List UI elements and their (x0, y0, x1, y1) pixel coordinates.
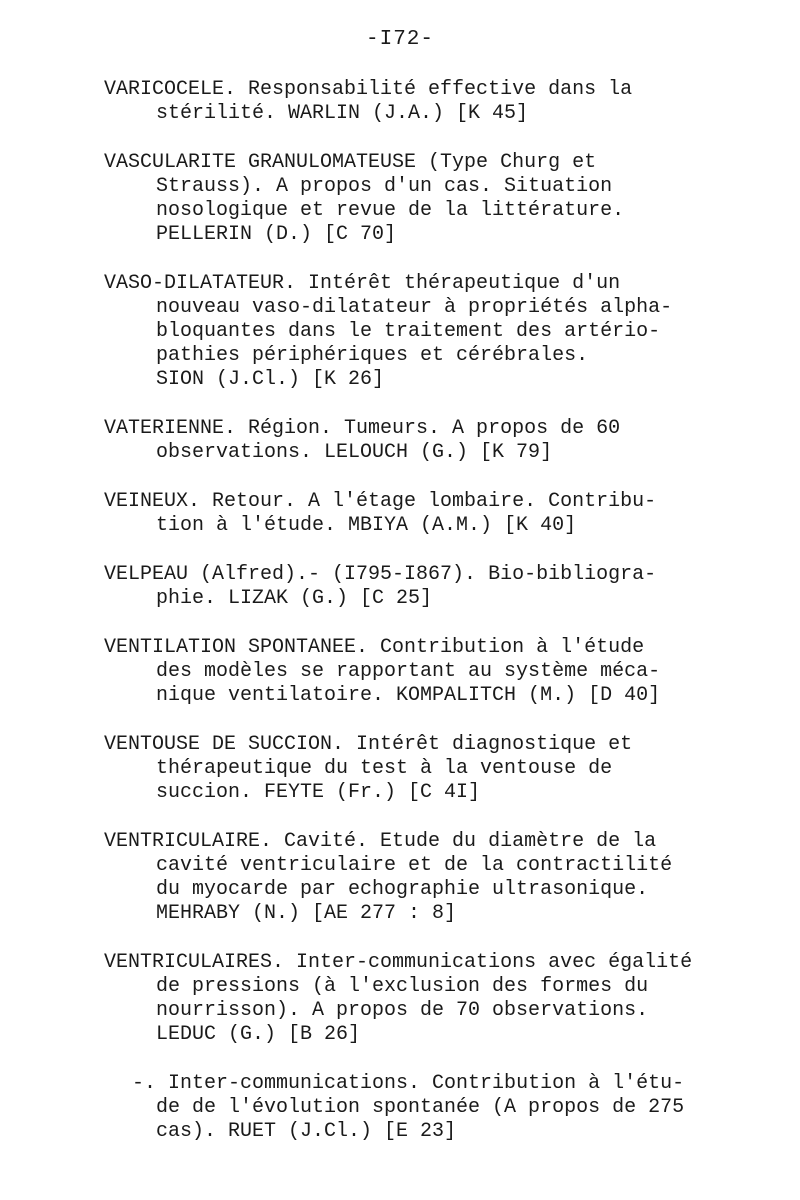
entry-continuation-line: nouveau vaso-dilatateur à propriétés alpha- (156, 296, 673, 319)
index-entry (104, 490, 704, 538)
index-entry (104, 951, 704, 1047)
entry-continuation-line: cas). RUET (J.Cl.) [E 23] (156, 1120, 457, 1143)
entry-continuation-line: pathies périphériques et cérébrales. (156, 344, 589, 367)
entry-heading-line: VELPEAU (Alfred).- (I795-I867). Bio-bibliogra- (104, 563, 657, 586)
entry-continuation-line: des modèles se rapportant au système méca- (156, 660, 661, 683)
entry-continuation-line: nique ventilatoire. KOMPALITCH (M.) [D 40] (156, 684, 661, 707)
entry-continuation-line: succion. FEYTE (Fr.) [C 4I] (156, 781, 481, 804)
index-entry (104, 733, 704, 805)
entry-continuation-line: SION (J.Cl.) [K 26] (156, 368, 385, 391)
entry-continuation-line: LEDUC (G.) [B 26] (156, 1023, 361, 1046)
entry-heading-line: VEINEUX. Retour. A l'étage lombaire. Contribu- (104, 490, 657, 513)
entry-heading-line: VATERIENNE. Région. Tumeurs. A propos de 60 (104, 417, 621, 440)
entry-heading-line: VASCULARITE GRANULOMATEUSE (Type Churg et (104, 151, 597, 174)
index-entry (104, 78, 704, 126)
index-entry (104, 151, 704, 247)
index-entry (104, 830, 704, 926)
entry-continuation-line: nourrisson). A propos de 70 observations. (156, 999, 649, 1022)
entry-continuation-line: PELLERIN (D.) [C 70] (156, 223, 397, 246)
entry-continuation-line: de pressions (à l'exclusion des formes du (156, 975, 649, 998)
entry-heading-line: VENTILATION SPONTANEE. Contribution à l'étude (104, 636, 645, 659)
entry-continuation-line: stérilité. WARLIN (J.A.) [K 45] (156, 102, 529, 125)
entry-continuation-line: cavité ventriculaire et de la contractilité (156, 854, 673, 877)
entry-continuation-line: de de l'évolution spontanée (A propos de 275 (156, 1096, 685, 1119)
index-entry (104, 563, 704, 611)
entry-continuation-line: observations. LELOUCH (G.) [K 79] (156, 441, 553, 464)
entry-heading-line: VENTRICULAIRES. Inter-communications avec égalité (104, 951, 693, 974)
entry-continuation-line: tion à l'étude. MBIYA (A.M.) [K 40] (156, 514, 577, 537)
page-number: -I72- (365, 28, 434, 51)
entry-continuation-line: bloquantes dans le traitement des artério- (156, 320, 661, 343)
index-entry (104, 417, 704, 465)
index-entries (104, 78, 704, 1169)
entry-continuation-line: Strauss). A propos d'un cas. Situation (156, 175, 613, 198)
entry-continuation-line: du myocarde par echographie ultrasonique. (156, 878, 649, 901)
index-entry (104, 272, 704, 392)
entry-continuation-line: MEHRABY (N.) [AE 277 : 8] (156, 902, 457, 925)
entry-heading-line: VASO-DILATATEUR. Intérêt thérapeutique d'un (104, 272, 621, 295)
entry-heading-line: VARICOCELE. Responsabilité effective dans la (104, 78, 633, 101)
index-subentry (104, 1072, 704, 1144)
entry-continuation-line: phie. LIZAK (G.) [C 25] (156, 587, 433, 610)
entry-heading-line: VENTOUSE DE SUCCION. Intérêt diagnostique et (104, 733, 633, 756)
entry-heading-line: -. Inter-communications. Contribution à l'étu- (132, 1072, 685, 1095)
entry-continuation-line: thérapeutique du test à la ventouse de (156, 757, 613, 780)
entry-heading-line: VENTRICULAIRE. Cavité. Etude du diamètre de la (104, 830, 657, 853)
entry-continuation-line: nosologique et revue de la littérature. (156, 199, 625, 222)
index-entry (104, 636, 704, 708)
